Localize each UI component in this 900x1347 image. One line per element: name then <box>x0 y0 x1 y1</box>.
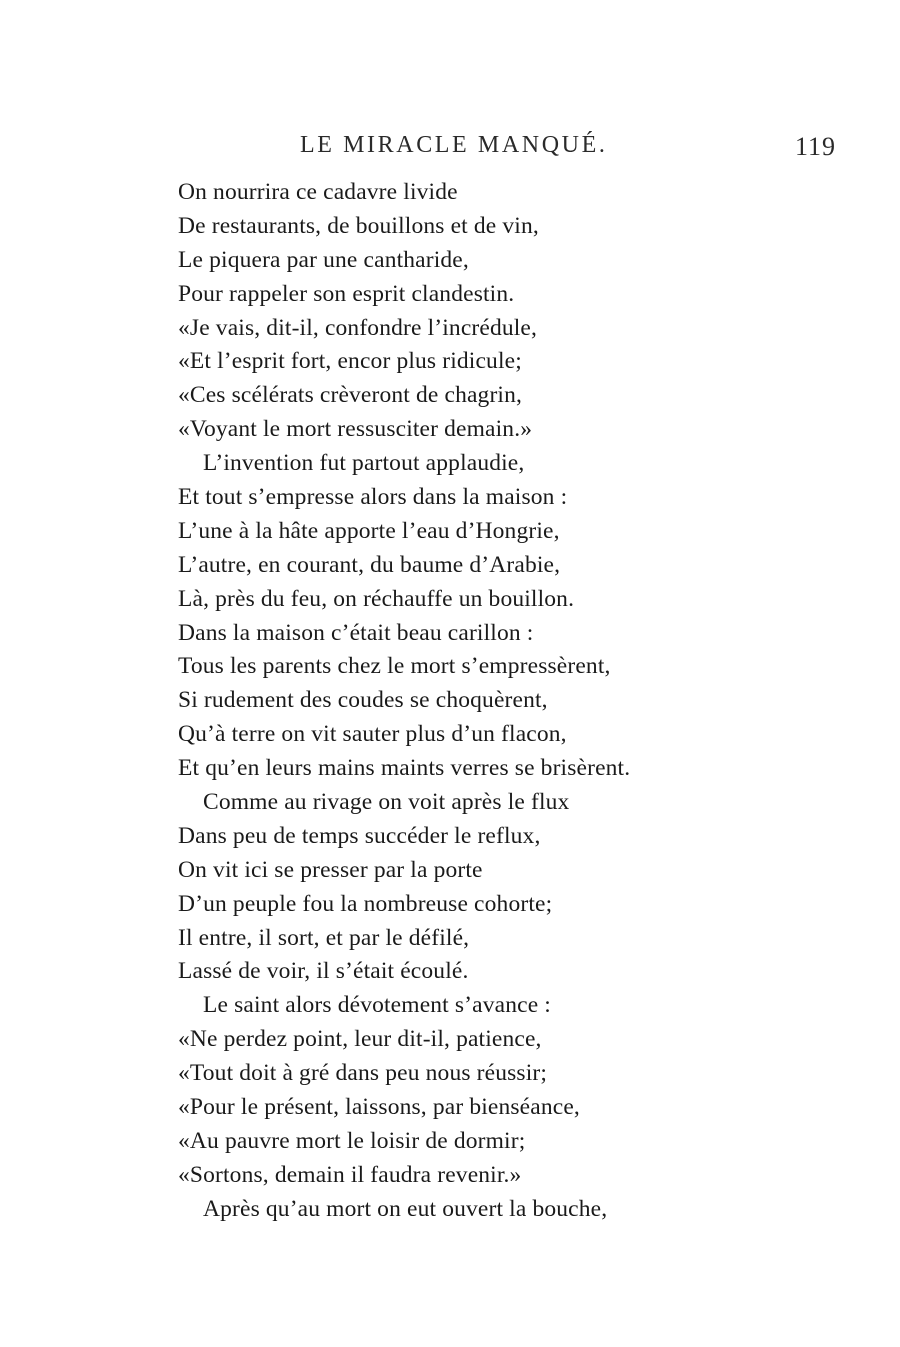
verse-line: «Je vais, dit-il, confondre l’incrédule, <box>178 314 538 341</box>
verse-line: Et tout s’empresse alors dans la maison : <box>178 484 568 511</box>
verse-line: Dans peu de temps succéder le reflux, <box>178 822 541 849</box>
verse-line: L’autre, en courant, du baume d’Arabie, <box>178 551 561 578</box>
verse-line: Pour rappeler son esprit clandestin. <box>178 280 515 307</box>
verse-line: Là, près du feu, on réchauffe un bouillon. <box>178 585 575 612</box>
verse-line: Comme au rivage on voit après le flux <box>203 789 570 816</box>
verse-line: Lassé de voir, il s’était écoulé. <box>178 958 469 985</box>
verse-line: «Et l’esprit fort, encor plus ridicule; <box>178 348 522 375</box>
verse-line: On nourrira ce cadavre livide <box>178 179 458 205</box>
verse-line: Si rudement des coudes se choquèrent, <box>178 687 548 714</box>
page-number: 119 <box>795 132 837 161</box>
verse-line: Le piquera par une cantharide, <box>178 246 469 273</box>
verse-line: Il entre, il sort, et par le défilé, <box>178 924 470 951</box>
verse-line: Dans la maison c’était beau carillon : <box>178 619 534 646</box>
verse-line: De restaurants, de bouillons et de vin, <box>178 212 539 239</box>
verse-line: Tous les parents chez le mort s’empressèrent, <box>178 653 611 680</box>
verse-line: On vit ici se presser par la porte <box>178 856 483 883</box>
verse-line: «Tout doit à gré dans peu nous réussir; <box>178 1060 548 1087</box>
verse-line: Et qu’en leurs mains maints verres se brisèrent. <box>178 755 631 782</box>
verse-line: «Pour le présent, laissons, par bienséance, <box>178 1094 580 1121</box>
verse-line: «Ne perdez point, leur dit-il, patience, <box>178 1026 542 1053</box>
verse-line: Après qu’au mort on eut ouvert la bouche, <box>203 1195 608 1222</box>
verse-line: Le saint alors dévotement s’avance : <box>203 992 551 1019</box>
verse-line: Qu’à terre on vit sauter plus d’un flacon, <box>178 721 567 748</box>
verse-line: D’un peuple fou la nombreuse cohorte; <box>178 890 553 917</box>
verse-line: «Sortons, demain il faudra revenir.» <box>178 1161 522 1188</box>
verse-line: «Voyant le mort ressusciter demain.» <box>178 416 533 443</box>
poem-text <box>178 176 630 1227</box>
verse-line: L’une à la hâte apporte l’eau d’Hongrie, <box>178 517 560 544</box>
verse-line: «Ces scélérats crèveront de chagrin, <box>178 382 523 409</box>
running-title: LE MIRACLE MANQUÉ. <box>300 132 608 158</box>
verse-line: L’invention fut partout applaudie, <box>203 450 525 477</box>
verse-line: «Au pauvre mort le loisir de dormir; <box>178 1127 526 1154</box>
